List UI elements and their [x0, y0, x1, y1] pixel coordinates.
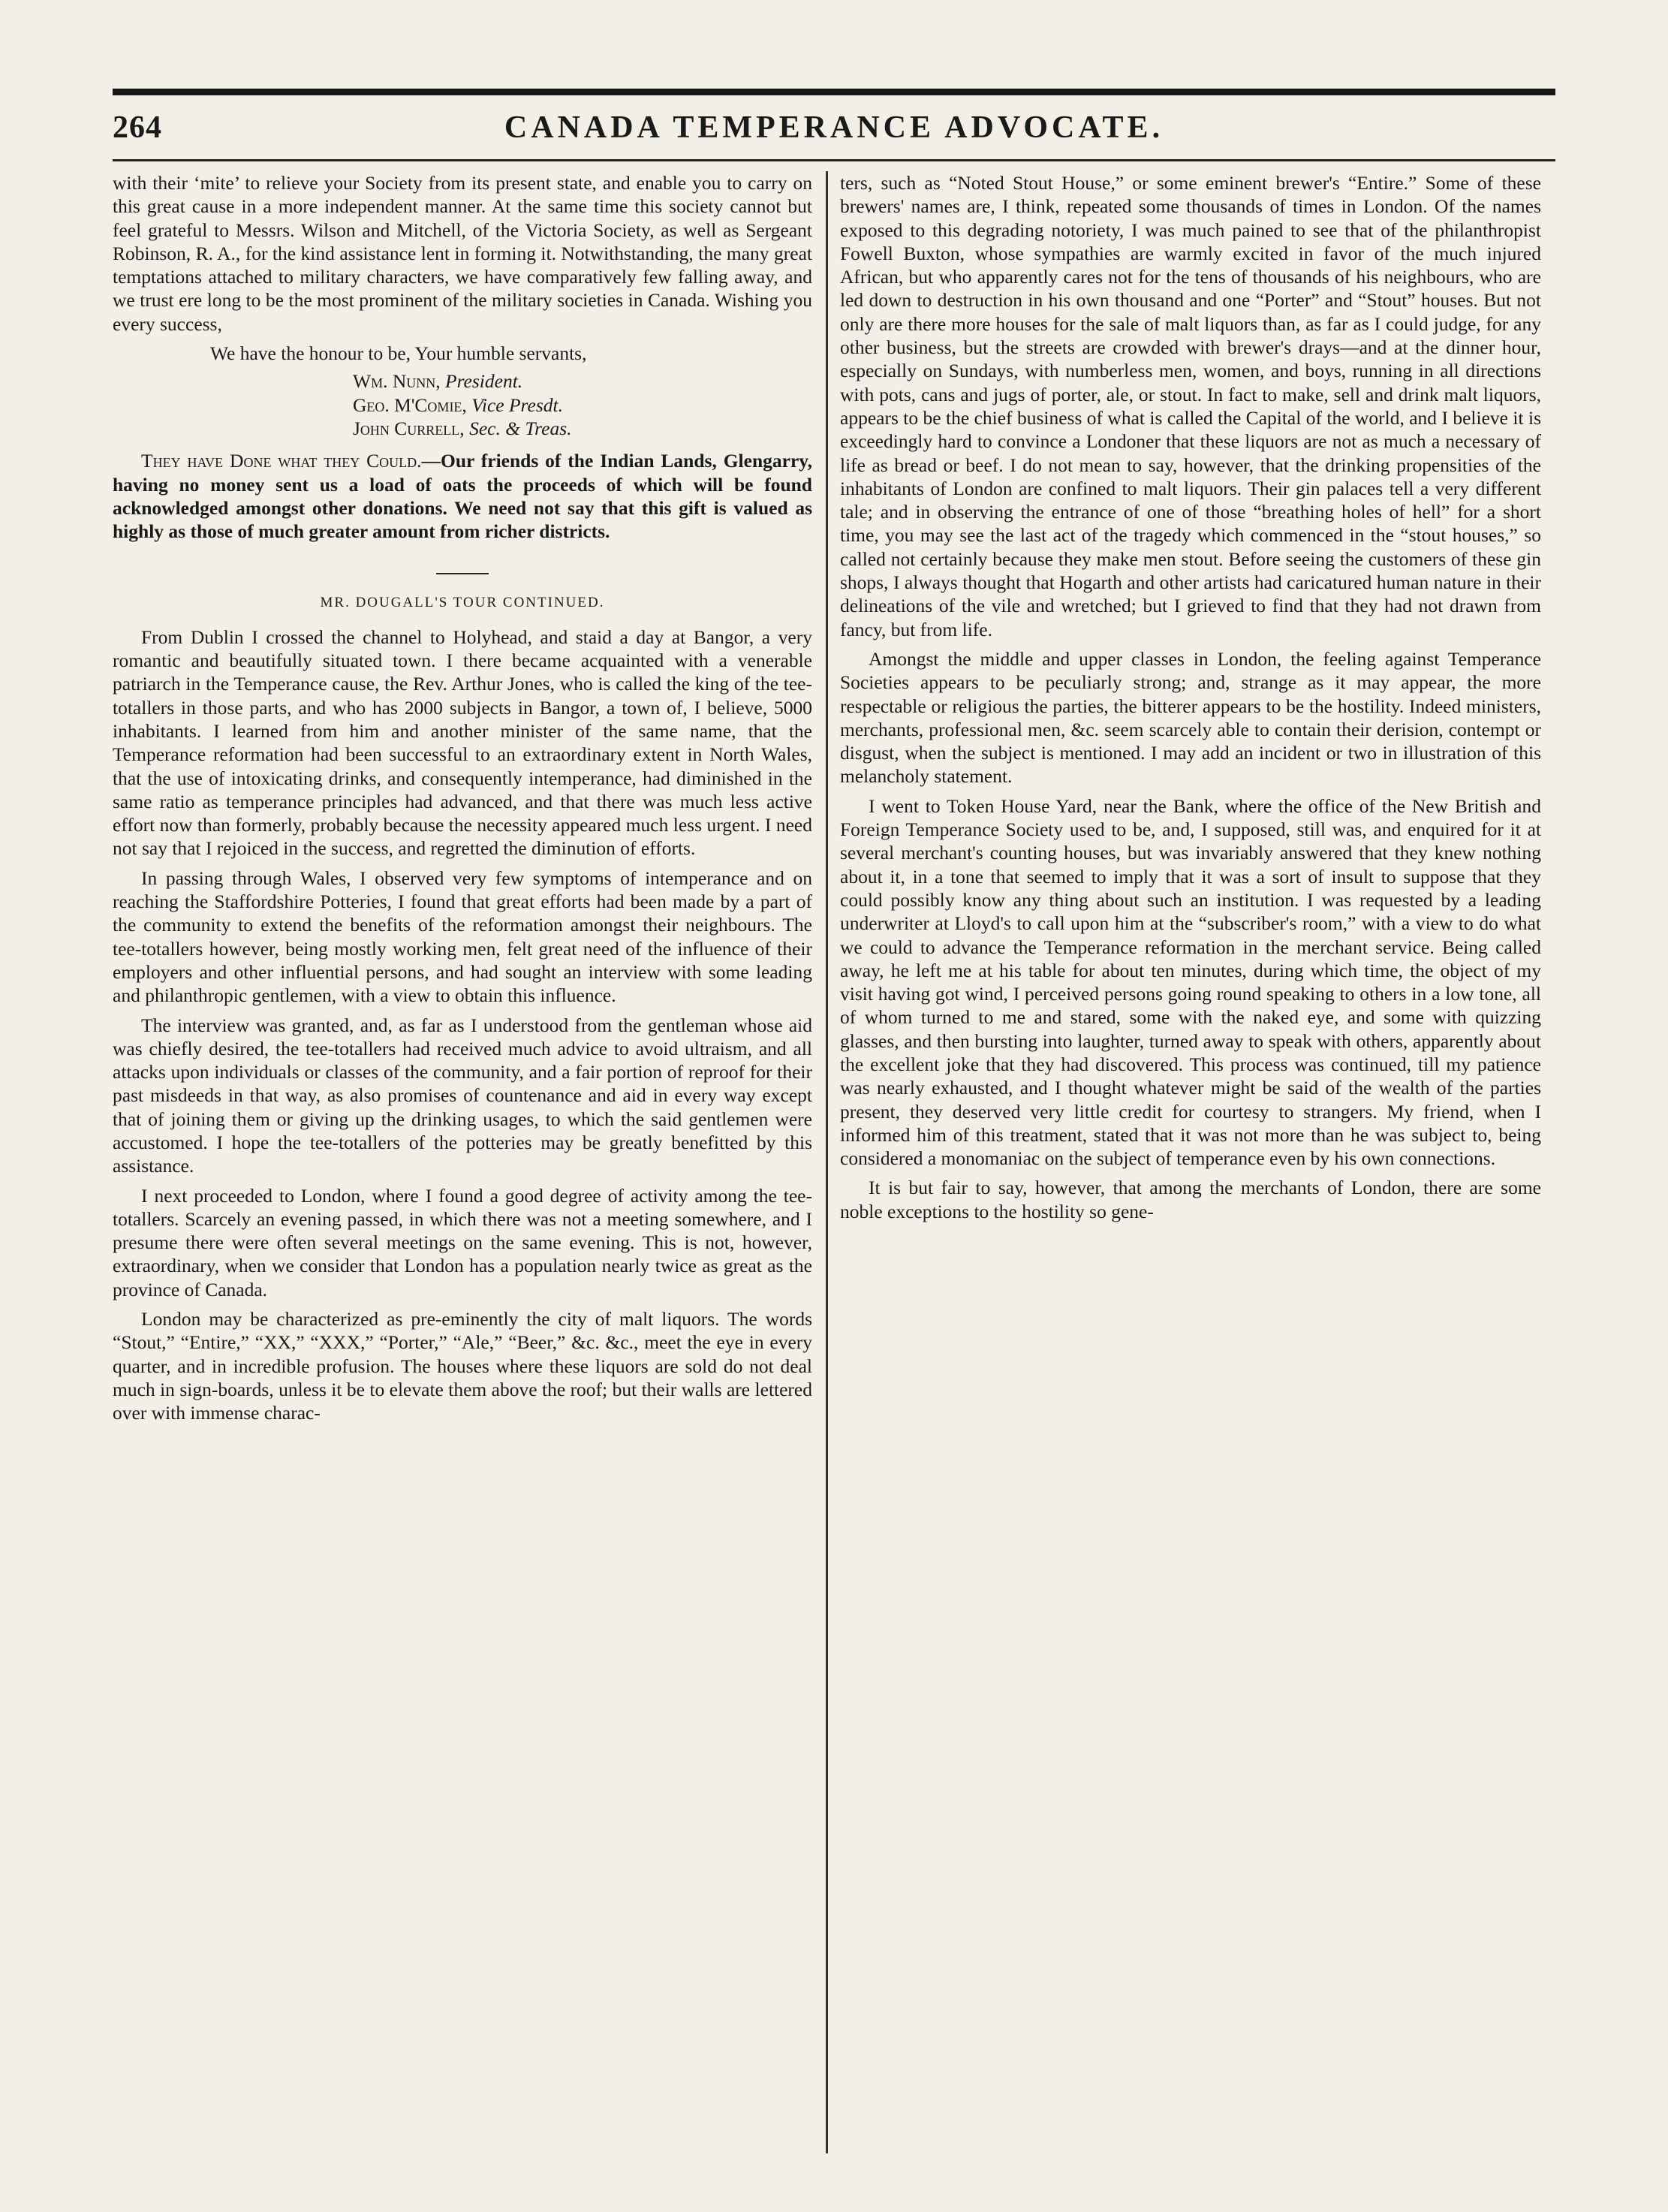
signature-title: President. — [445, 370, 523, 393]
notice-body: —Our friends of the Indian Lands, Glengarry, having no money sent us a load of oats the proceeds of which will be found acknowledged amongst other donations. We need not say that this gift is valued as highly as those of much greater amount from richer districts. — [113, 450, 812, 543]
article-paragraph: I went to Token House Yard, near the Bank, where the office of the New British and Foreign Temperance Society used to be, and, I supposed, still was, and enquired for it at several merchant's counting houses, but was invariably answered that they knew nothing about it, in a tone that seemed to imply that it was a sort of insult to suppose that they could possibly know any thing about such an institution. I was requested by a leading underwriter at Lloyd's to call upon him at the “subscriber's room,” with a view to do what we could to advance the Temperance reformation in the merchant service. Being called away, he left me at his table for about ten minutes, during which time, the object of my visit having got wind, I perceived persons going round speaking to others in a low tone, all of whom turned to me and stared, some with the naked eye, and some with quizzing glasses, and then bursting into laughter, turned away to speak with others, apparently about the excellent joke that they had discovered. This process was continued, till my patience was nearly exhausted, and I thought whatever might be said of the wealth of the parties present, they deserved very little credit for courtesy to strangers. My friend, when I informed him of this treatment, stated that it was not more than he was subject to, being considered a monomaniac on the subject of temperance even by his own connections. — [840, 794, 1541, 1170]
article-paragraph: I next proceeded to London, where I found a good degree of activity among the tee-totallers. Scarcely an evening passed, in which there was not a meeting somewhere, and I presume there were often several meetings on the same evening. This is not, however, extraordinary, when we consider that London has a population nearly twice as great as the province of Canada. — [113, 1184, 812, 1300]
section-title: MR. DOUGALL'S TOUR CONTINUED. — [320, 595, 605, 611]
signature-president — [113, 369, 812, 393]
top-rule — [113, 89, 1555, 95]
letter-closing: We have the honour to be, Your humble servants, — [210, 342, 587, 365]
signature-name: Geo. M'Comie, — [353, 393, 467, 416]
left-column — [113, 171, 823, 2153]
article-paragraph: London may be characterized as pre-eminently the city of malt liquors. The words “Stout,” “Entire,” “XX,” “XXX,” “Porter,” “Ale,” “Beer,” &c. &c., meet the eye in every quarter, and in incredible profusion. The houses where these liquors are sold do not deal much in sign-boards, unless it be to elevate them above the roof; but their walls are lettered over with immense charac- — [113, 1308, 812, 1424]
article-paragraph: From Dublin I crossed the channel to Holyhead, and staid a day at Bangor, a very romantic and beautifully situated town. I there became acquainted with a venerable patriarch in the Temperance cause, the Rev. Arthur Jones, who is called the king of the tee-totallers in those parts, and who has 2000 subjects in Bangor, a town of, I believe, 5000 inhabitants. I learned from him and another minister of the same name, that the Temperance reformation had been successful to an extraordinary extent in North Wales, that the use of intoxicating drinks, and consequently intemperance, had diminished in the same ratio as temperance principles had advanced, and that there was much less active effort now than formerly, probably because the necessity appeared much less urgent. I need not say that I rejoiced in the success, and regretted the diminution of efforts. — [113, 625, 812, 860]
notice-title: They have Done what they Could. — [141, 450, 422, 472]
right-column — [831, 171, 1541, 2153]
signature-block — [113, 369, 812, 440]
section-divider — [436, 573, 489, 574]
letter-end-paragraph: with their ‘mite’ to relieve your Society from its present state, and enable you to carry on this great cause in a more independent manner. At the same time this society cannot but feel grateful to Messrs. Wilson and Mitchell, of the Victoria Society, as well as Sergeant Robinson, R. A., for the kind assistance lent in forming it. Notwithstanding, the many great temptations attached to military characters, we have comparatively few falling away, and we trust ere long to be the most prominent of the military societies in Canada. Wishing you every success, — [113, 172, 812, 335]
page-number: 264 — [113, 110, 162, 145]
article-paragraph: In passing through Wales, I observed very few symptoms of intemperance and on reaching the Staffordshire Potteries, I found that great efforts had been made by a part of the community to extend the benefits of the reformation amongst their neighbours. The tee-totallers however, being mostly working men, felt great need of the influence of their employers and other influential persons, and had sought an interview with some leading and philanthropic gentlemen, with a view to obtain this influence. — [113, 866, 812, 1007]
masthead-title: CANADA TEMPERANCE ADVOCATE. — [504, 110, 1164, 145]
article-paragraph: It is but fair to say, however, that among the merchants of London, there are some noble exceptions to the hostility so gene- — [840, 1177, 1541, 1222]
article-paragraph: ters, such as “Noted Stout House,” or some eminent brewer's “Entire.” Some of these brewers' names are, I think, repeated some thousands of times in London. Of the names exposed to this degrading notoriety, I was much pained to see that of the philanthropist Fowell Buxton, whose sympathies are warmly excited in favor of the much injured African, but who apparently cares not for the tens of thousands of his neighbours, who are led down to destruction in his own thousand and one “Porter” and “Stout” houses. But not only are there more houses for the sale of malt liquors than, as far as I could judge, for any other business, but the streets are crowded with brewer's drays—and at the dinner hour, especially on Sundays, with numberless men, women, and boys, running in all directions with pots, cans and jugs of porter, ale, or stout. In fact to make, sell and drink malt liquors, appears to be the chief business of what is called the Capital of the world, and I believe it is exceedingly hard to convince a Londoner that these liquors are not as much a necessary of life as bread or beef. I do not mean to say, however, that the drinking propensities of the inhabitants of London are confined to malt liquors. Their gin palaces tell a very different tale; and in observing the entrance of one of those “breathing holes of hell” for a short time, you may see the last act of the tragedy which commenced in the “stout houses,” so called not certainly because they make men stout. Before seeing the customers of these gin shops, I always thought that Hogarth and other artists had caricatured human nature in their delineations of the vile and wretched; but I grieved to find that they had not drawn from fancy, but from life. — [840, 172, 1541, 640]
notice-paragraph — [113, 449, 812, 543]
article-paragraph: The interview was granted, and, as far as I understood from the gentleman whose aid was chiefly desired, the tee-totallers had received much advice to avoid ultraism, and all attacks upon individuals or classes of the community, and a fair portion of reproof for their past misdeeds in that way, as also promises of countenance and aid in every way except that of joining them or giving up the drinking usages, to which the said gentlemen were accustomed. I hope the tee-totallers of the potteries may be greatly benefitted by this assistance. — [113, 1014, 812, 1177]
article-columns — [113, 171, 1555, 2153]
column-divider — [826, 171, 828, 2153]
article-paragraph: Amongst the middle and upper classes in London, the feeling against Temperance Societies appears to be peculiarly strong; and, strange as it may appear, the more respectable or religious the parties, the bitterer appears to be the hostility. Indeed ministers, merchants, professional men, &c. seem scarcely able to contain their derision, contempt or disgust, when the subject is mentioned. I may add an incident or two in illustration of this melancholy statement. — [840, 647, 1541, 788]
signature-vice-president — [113, 393, 812, 417]
signature-name: John Currell, — [353, 417, 465, 439]
signature-name: Wm. Nunn, — [353, 370, 441, 393]
page-header — [113, 107, 1555, 159]
signature-title: Vice Presdt. — [471, 393, 563, 416]
signature-title: Sec. & Treas. — [469, 417, 572, 439]
signature-secretary — [113, 417, 812, 440]
header-rule — [113, 159, 1555, 161]
